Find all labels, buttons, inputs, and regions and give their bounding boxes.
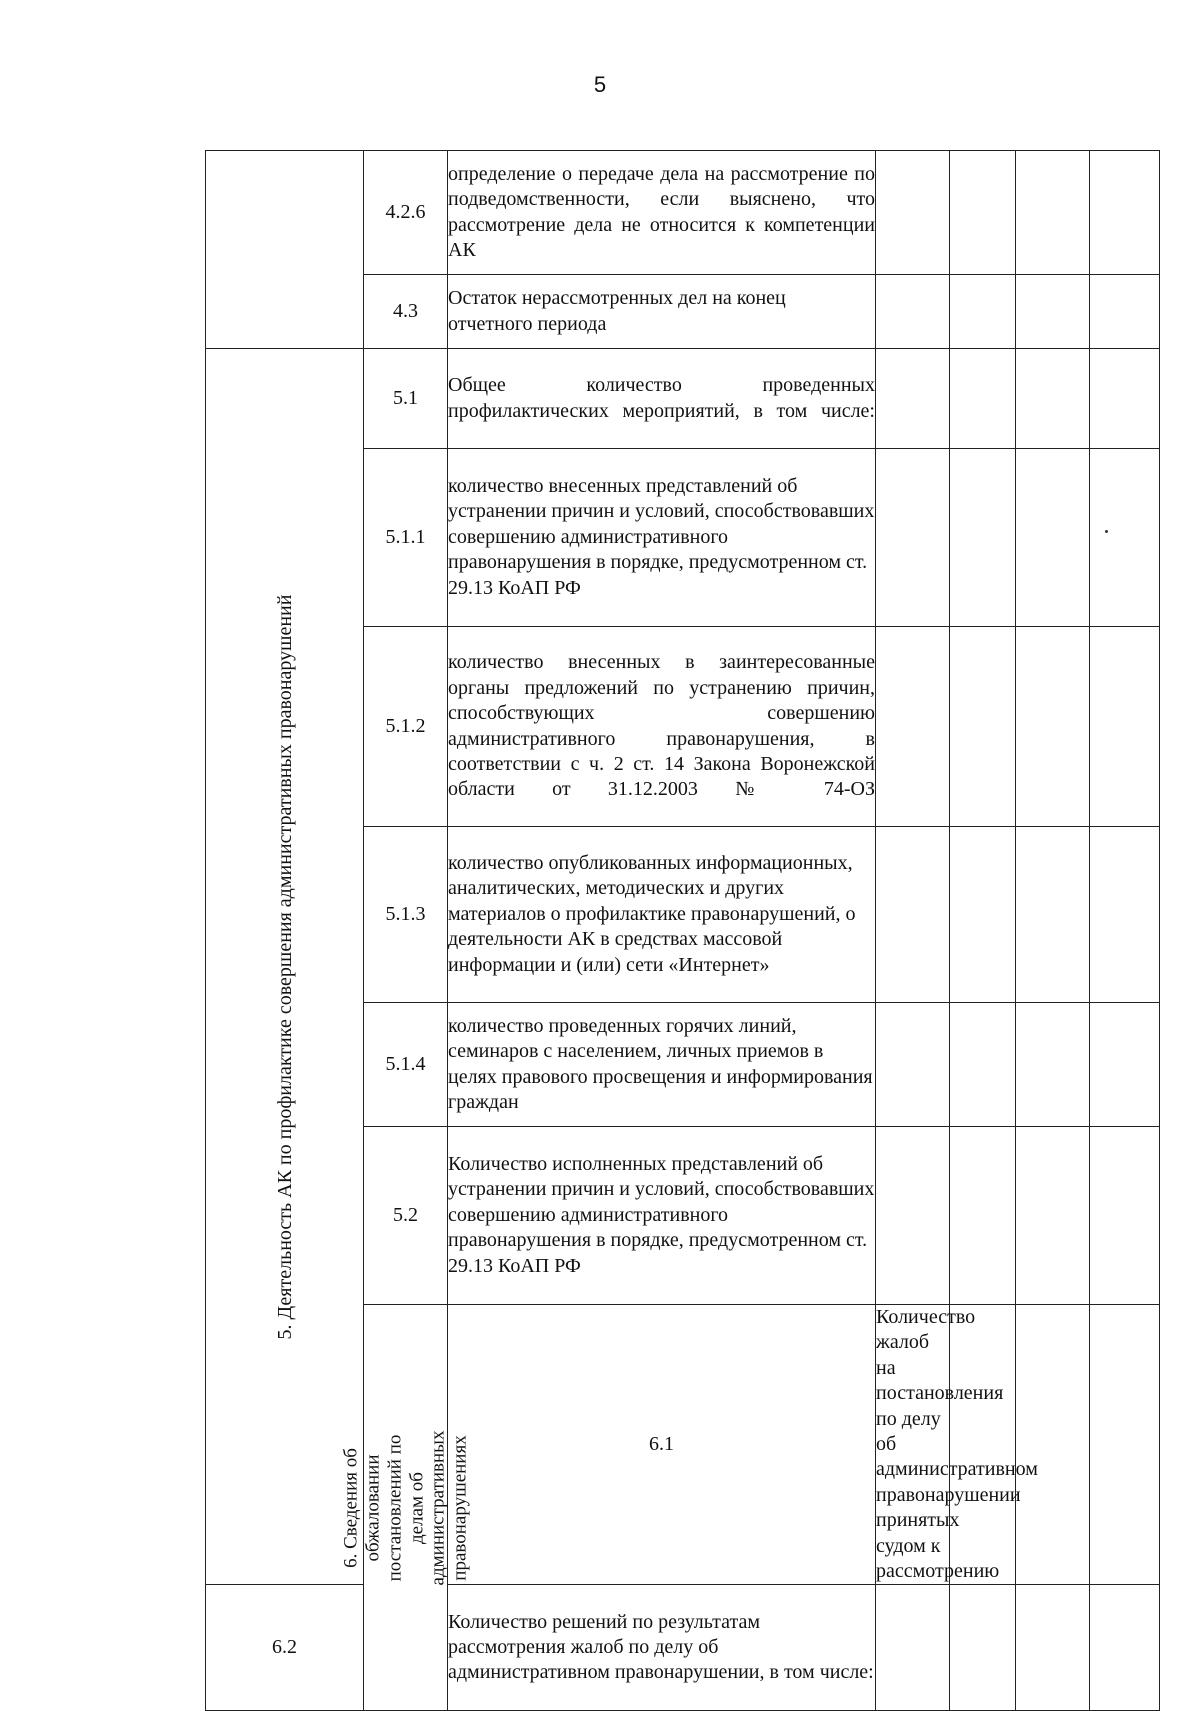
row-number: 5.1.4 — [364, 1003, 448, 1127]
row-number: 5.1.2 — [364, 627, 448, 827]
value-cell[interactable] — [1016, 1127, 1090, 1305]
value-cell[interactable] — [1090, 827, 1160, 1003]
value-cell[interactable] — [876, 1585, 950, 1711]
report-table — [205, 150, 1160, 1711]
section-6-cell — [339, 1305, 471, 1711]
table-row — [206, 151, 1160, 275]
value-cell[interactable] — [1016, 275, 1090, 349]
value-cell[interactable] — [876, 449, 950, 627]
value-cell[interactable] — [1016, 827, 1090, 1003]
row-description: Общее количество проведенных профилактических мероприятий, в том числе: — [448, 349, 876, 449]
row-number: 5.1.1 — [364, 449, 448, 627]
value-cell[interactable] — [1090, 1305, 1160, 1585]
value-cell[interactable] — [950, 275, 1016, 349]
value-cell[interactable] — [1090, 627, 1160, 827]
row-number: 5.1.3 — [364, 827, 448, 1003]
value-cell[interactable] — [876, 1003, 950, 1127]
row-description: Количество жалоб на постановления по делу об административном правонарушении принятых судом к рассмотрению — [876, 1305, 950, 1585]
row-number: 5.2 — [364, 1127, 448, 1305]
value-cell[interactable] — [1090, 1585, 1160, 1711]
row-description: количество внесенных в заинтересованные органы предложений по устранению причин, способствующих совершению административного правонарушения, в соответствии с ч. 2 ст. 14 Закона Воронежской области от 31.12.2003 № 74-ОЗ — [448, 627, 876, 827]
value-cell[interactable] — [1090, 1003, 1160, 1127]
value-cell[interactable] — [1016, 1003, 1090, 1127]
value-cell[interactable] — [950, 151, 1016, 275]
value-cell[interactable] — [950, 1305, 1016, 1585]
value-cell[interactable] — [1090, 1127, 1160, 1305]
row-description: количество опубликованных информационных, аналитических, методических и других материалов о профилактике правонарушений, о деятельности АК в средствах массовой информации и (или) сети «Интернет» — [448, 827, 876, 1003]
value-cell[interactable] — [950, 627, 1016, 827]
section-5-cell — [206, 349, 364, 1585]
row-number: 6.2 — [206, 1585, 364, 1711]
page-number: 5 — [593, 72, 607, 97]
value-cell[interactable] — [1090, 349, 1160, 449]
value-cell[interactable] — [950, 449, 1016, 627]
value-cell[interactable] — [1016, 627, 1090, 827]
row-number: 4.3 — [364, 275, 448, 349]
table-row — [206, 1585, 1160, 1711]
value-cell[interactable] — [1016, 1585, 1090, 1711]
value-cell[interactable] — [876, 349, 950, 449]
row-description: количество проведенных горячих линий, семинаров с населением, личных приемов в целях правового просвещения и информирования граждан — [448, 1003, 876, 1127]
row-number: 6.1 — [448, 1305, 876, 1585]
value-cell[interactable] — [1090, 275, 1160, 349]
row-description: Количество исполненных представлений об устранении причин и условий, способствовавших совершению административного правонарушения в порядке, предусмотренном ст. 29.13 КоАП РФ — [448, 1127, 876, 1305]
section-6-label: 6. Сведения об обжаловании постановлений по делам об административных правонарушениях — [339, 1430, 471, 1586]
table-row — [206, 349, 1160, 449]
value-cell[interactable] — [1090, 449, 1160, 627]
row-description: Остаток нерассмотренных дел на конец отчетного периода — [448, 275, 876, 349]
row-number: 5.1 — [364, 349, 448, 449]
row-number: 4.2.6 — [364, 151, 448, 275]
stray-mark — [1105, 530, 1108, 533]
row-description: Количество решений по результатам рассмотрения жалоб по делу об административном правонарушении, в том числе: — [448, 1585, 876, 1711]
value-cell[interactable] — [1090, 151, 1160, 275]
value-cell[interactable] — [876, 151, 950, 275]
row-description: количество внесенных представлений об устранении причин и условий, способствовавших совершению административного правонарушения в порядке, предусмотренном ст. 29.13 КоАП РФ — [448, 449, 876, 627]
value-cell[interactable] — [950, 1003, 1016, 1127]
row-description: определение о передаче дела на рассмотрение по подведомственности, если выяснено, что рассмотрение дела не относится к компетенции АК — [448, 151, 876, 275]
value-cell[interactable] — [876, 627, 950, 827]
value-cell[interactable] — [1016, 1305, 1090, 1585]
value-cell[interactable] — [950, 349, 1016, 449]
value-cell[interactable] — [1016, 151, 1090, 275]
value-cell[interactable] — [950, 1127, 1016, 1305]
value-cell[interactable] — [876, 827, 950, 1003]
section-5-label: 5. Деятельность АК по профилактике совершения административных правонарушений — [273, 594, 296, 1340]
value-cell[interactable] — [1016, 349, 1090, 449]
section-4-cell — [206, 151, 364, 349]
value-cell[interactable] — [950, 1585, 1016, 1711]
value-cell[interactable] — [876, 1127, 950, 1305]
value-cell[interactable] — [1016, 449, 1090, 627]
value-cell[interactable] — [950, 827, 1016, 1003]
value-cell[interactable] — [876, 275, 950, 349]
